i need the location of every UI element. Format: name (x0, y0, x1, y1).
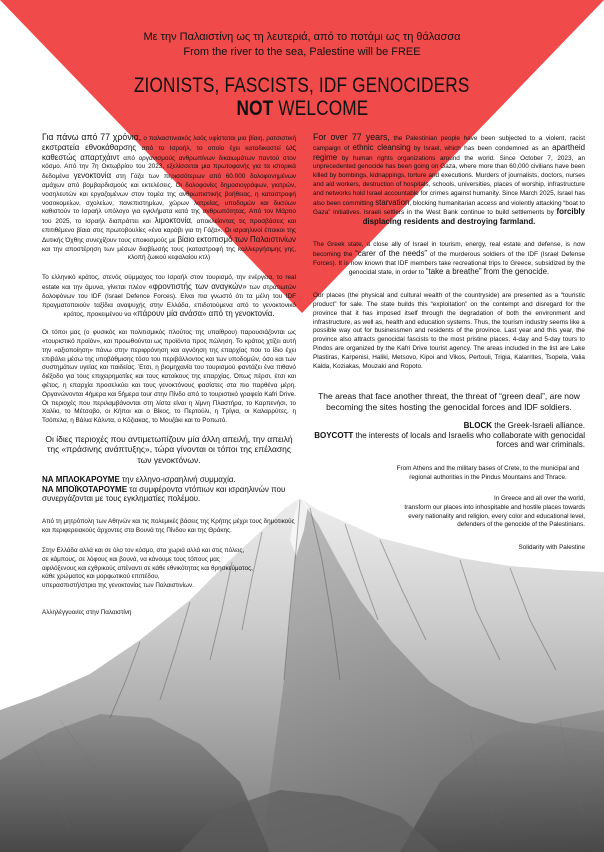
english-targets: From Athens and the military bases of Crete, to the municipal and regional authorities in the Pindus Mountains and Thrace. (396, 464, 580, 481)
title-headline: ZIONISTS, FASCISTS, IDF GENOCIDERS (134, 74, 470, 97)
english-p1-highlight: apartheid regime (313, 142, 586, 162)
greek-boycott-line (42, 485, 296, 504)
greek-paragraph-2 (42, 274, 296, 320)
english-paragraph-2 (313, 241, 585, 278)
greek-boycott-verb: ΝΑ ΜΠΟΪΚΟΤΑΡΟΥΜΕ (42, 484, 128, 494)
greek-p1-text: , αποκλείοντας τις προσβάσεις και επιτιθέμενο βίαια στις πρωτοβουλίες «ένα καράβι για τη Γάζα». Οι ισραηλινοί έποικοι της Δυτικής Όχθης συνεχίζουν τους εποικισμούς με (42, 218, 296, 244)
english-p1-text: by Israel, which has been condemned as an (410, 144, 553, 152)
greek-p2-text: των στρατιωτών δολοφόνων του IDF (Israel Defence Forces). Είναι πια γνωστό ότι τα μέλη του IDF πραγματοποιούν ταξίδια αναψυχής στην Ελλάδα, επιδοτούμενα από το γενοκτονικό κράτος, προκειμένου να (42, 283, 297, 319)
english-p2-highlight: “carer of the needs” (355, 248, 428, 258)
greek-signature: Αλληλέγγυοι/ες στην Παλαιστίνη (42, 609, 132, 617)
greek-block-line (42, 475, 296, 485)
english-column (313, 133, 585, 553)
greek-block-verb: ΝΑ ΜΠΛΟΚΑΡΟΥΜΕ (42, 475, 120, 485)
greek-block-text: την ελληνο-ισραηλινή συμμαχία. (119, 475, 236, 485)
greek-p1-highlight: Για πάνω από 77 χρόνια, (42, 132, 142, 142)
english-call-line: defenders of the genocide of the Palestinians. (457, 521, 585, 529)
english-p1-highlight: For over 77 years, (313, 132, 390, 142)
greek-p1-text: από το Ισραήλ, το οποίο έχει καταδικαστεί (136, 144, 287, 152)
english-paragraph-1 (313, 133, 585, 228)
english-block-verb: BLOCK (463, 421, 493, 431)
english-call-line: In Greece and all over the world, (493, 494, 585, 502)
greek-call (42, 547, 296, 592)
greek-p1-text: και την αποστέρηση των μέσων διαβίωσής τους (καταστροφή της καλλιεργήσιμης γης, κλοπή ζωικού κεφαλαίου κτλ) (42, 245, 296, 262)
english-block-text: the Greek-Israeli alliance. (492, 421, 585, 431)
title-row-2 (0, 97, 604, 120)
greek-boycott-text: τα συμφέροντα ντόπιων και ισραηλινών που συνεργάζονται με τους εγκληματίες πολέμου. (42, 484, 286, 504)
english-green-threat: The areas that face another threat, the threat of “green deal”, are now becoming the sites hosting the genocidal forces and IDF soldiers. (318, 391, 580, 412)
title-welcome: WELCOME (277, 97, 368, 120)
title-not: NOT (236, 97, 273, 120)
greek-call-line: αφιλόξενους και εχθρικούς απέναντι σε κάθε εθνικότητας και θρησκεύματος, (42, 564, 253, 572)
english-block-line (313, 421, 585, 431)
english-p1-highlight: starvation (375, 197, 410, 207)
english-p1-text: by human rights organizations around the world. Since October 7, 2023, an unprecedented genocide has been going on Gaza, where more than 60,000 civilians have been killed by bombings, kidnappings, torture and executions. Murders of journalists, doctors, nurses and aid workers, destruction of hospitals, schools, universities, places of worship, infrastructure and networks hold Israel accountable for crimes against humanity. Since March 2025, Israel has also been committing (313, 154, 585, 207)
greek-targets: Από τη μητρόπολη των Αθηνών και τις πολεμικές βάσεις της Κρήτης μέχρι τους δημοτικούς και περιφερειακούς άρχοντες στα Βουνά της Πίνδου και της Θράκης. (42, 517, 295, 534)
greek-p1-text: στη Γάζα των περισσότερων από 60.000 δολοφονημένων αμάχων από βομβαρδισμούς και εκτελέσεις. Οι δολοφονίες δημοσιογράφων, γιατρών, νοσηλευτών και εργαζομένων στον τομέα της ανθρωπιστικής βοήθειας, η καταστροφή νοσοκομείων, σχολείων, πανεπιστημίων, χώρων λατρείας, υποδομών και δικτύων καθιστούν το Ισραήλ υπόλογο για εγκλήματα κατά της ανθρωπότητας. Από τον Μάρτιο του 2025, το Ισραήλ διαπράττει και (42, 173, 297, 226)
greek-column (42, 133, 296, 618)
slogan-greek: Με την Παλαιστίνη ως τη λευτεριά, από το ποτάμι ως τη θάλασσα (143, 31, 461, 43)
greek-p1-highlight: εκστρατεία εθνοκάθαρσης (42, 142, 137, 152)
english-p2-highlight: “take a breathe” from the genocide. (425, 267, 550, 277)
greek-paragraph-3: Οι τόποι μας (ο φυσικός και πολιτισμικός πλούτος της υπαίθρου) παρουσιάζονται ως «τουριστικό προϊόν», και προωθούνται ως προϊόντα προς πώληση. Το κράτος χτίζει αυτή την «αξιοποίηση» πάνω στην περιφρόνηση και αγνόηση της επαρχίας που το ίδιο έχει επιβάλει μέσω της υποβάθμισης τόσο του περιβάλλοντος και των υποδομών, όσο και των συστημάτων υγείας και παιδείας. Έτσι, η βιομηχανία του τουρισμού φαντάζει ένα πιθανό διέξοδο για τους επιχειρηματίες και τους κατοίκους της επαρχίας. Όπως πέρσι, έτσι και φέτος, η επαρχία προσελκύει και τους γενοκτόνους φασίστες στα πιο παρθένα μέρη. Οργανώνονται 4ήμερα και 5ήμερα tour στην Πίνδο από το τουριστικό γραφείο Kafri Drive. Οι περιοχές που περιλαμβάνονται στη λίστα είναι η λίμνη Πλαστήρα, το Καρπενήσι, το Χαλίκι, το Μέτσοβο, οι Κήποι και ο Βίκος, το Περτούλι, η Τρίγια, οι Καλαρρύτες, η Τσόπελα, η Βάλια Κάλντα, ο Κόζιακας, το Μουζάκι και το Ροπωτό. (42, 329, 296, 425)
greek-p1-highlight: ως καθεστώς απαρτχάιντ (42, 142, 296, 162)
english-boycott-verb: BOYCOTT (314, 430, 354, 440)
title-not-welcome (236, 97, 368, 120)
english-action-block (313, 421, 585, 450)
english-p2-text: The Greek state, a close ally of Israel in tourism, energy, real estate and defense, is now becoming the (313, 240, 585, 258)
english-signature: Solidarity with Palestine (518, 544, 585, 552)
title-row-1 (0, 74, 604, 97)
greek-p1-highlight: γενοκτονία (73, 171, 112, 181)
english-boycott-line (313, 431, 585, 450)
english-p1-text: the Palestinian people have been subjected to a violent, racist campaign of (313, 135, 585, 152)
greek-green-threat: Οι ίδιες περιοχές που αντιμετωπίζουν μία άλλη απειλή, την απειλή της «πράσινης ανάπτυξης», τώρα γίνονται οι τόποι της επέλασης των γενοκτόνων. (45, 433, 293, 465)
greek-p1-highlight: βίαιο εκτοπισμό των Παλαιστινίων (177, 234, 297, 244)
greek-call-line: υπερασπιστή/στρια της γενοκτονίας των Παλαιστινίων. (42, 582, 194, 590)
greek-call-line: Στην Ελλάδα αλλά και σε όλο τον κόσμο, στα χωριά αλλά και στις πόλεις, (42, 546, 245, 554)
greek-p1-highlight: λιμοκτονία (154, 216, 191, 226)
greek-p2-highlight: «πάρουν μία ανάσα» από τη γενοκτονία. (132, 309, 275, 319)
header (0, 30, 604, 120)
greek-p2-text: Το ελληνικό κράτος, στενός σύμμαχος του Ισραήλ στον τουρισμό, την ενέργεια, το real estate και την άμυνα, γίνεται πλέον (42, 274, 296, 291)
english-call-line: every nationality and religion, every color and educational level, (408, 512, 585, 520)
english-p1-highlight: ethnic cleansing (352, 142, 411, 152)
greek-call-line: σε κάμπους, σε λόφους και βουνά, να κάνουμε τους τόπους μας (42, 555, 220, 563)
english-paragraph-3: Our places (the physical and cultural wealth of the countryside) are presented as a “touristic product” for sale. The state builds this “exploitation” on the contempt and disregard for the province that it has imposed itself through the degradation of both the environment and infrastructure, as well as, health and education systems. Thus, the tourism industry seems like a possible way out for businessmen and residents of the province. Last year and this year, the province also attracts genocidal fascists to the most pristine places. 4-day and 5-day tours to Pindos are organized by the Kafri Drive tourist agency. The areas included in the list are Lake Plastiras, Karpenisi, Haliki, Metsovo, Kipoi and Vikos, Pertouli, Trigia, Kalarrites, Tsopela, Valia Kalda, Koziakas, Mouzaki and Ropoto. (313, 292, 585, 370)
greek-action-block (42, 475, 296, 504)
greek-paragraph-1 (42, 133, 296, 263)
english-p1-text: , blocking humanitarian access and violently attacking “boat to Gaza” initiatives. Israeli settlers in the West Bank continue to build settlements by (313, 199, 585, 217)
slogan-english: From the river to the sea, Palestine will be FREE (183, 46, 421, 58)
english-p1-highlight: forcibly displacing residents and destroying farmland. (362, 207, 585, 227)
english-call (313, 495, 585, 531)
english-boycott-text: the interests of locals and Israelis who collaborate with genocidal forces and war criminals. (353, 430, 585, 450)
english-p2-text: of the murderous soldiers of the IDF (Israel Defense Forces). It is now known that IDF members take recreational trips to Greece, subsidized by the genocidal state, in order to (313, 250, 586, 277)
greek-p2-highlight: «φροντιστής των αναγκών» (148, 281, 247, 291)
english-call-line: transform our places into inhospitable and hostile places towards (404, 503, 585, 511)
greek-call-line: κάθε χρώματος και μορφωτικού επιπέδου, (42, 573, 160, 581)
greek-p1-text: ο παλαιστινιακός λαός υφίσταται μια βίαιη, ρατσιστική (141, 135, 296, 142)
greek-p1-text: από οργανισμούς ανθρωπίνων δικαιωμάτων παντού στον κόσμο. Από την 7η Οκτωβρίου του 2023, εξελίσσεται μια πρωτοφανής για τα ιστορικά δεδομένα (42, 154, 296, 181)
